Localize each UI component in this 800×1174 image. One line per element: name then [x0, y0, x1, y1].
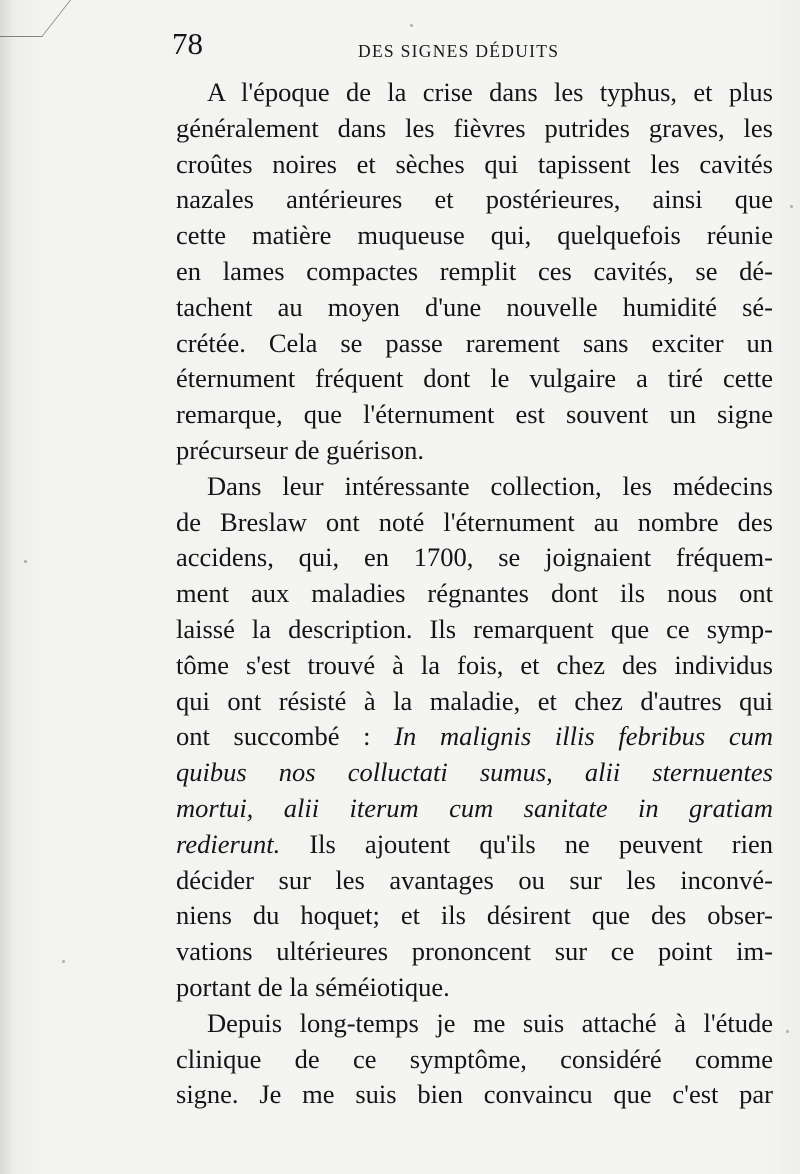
text-line: en lames compactes remplit ces cavités, se dé- [176, 255, 773, 286]
text-line: Dans leur intéressante collection, les médecins [207, 470, 773, 501]
latin-quote: quibus nos colluctati sumus, alii sternuentes [176, 757, 773, 788]
page-header [172, 26, 772, 76]
text-line: accidens, qui, en 1700, se joignaient fréquem- [176, 542, 773, 573]
text-line: tachent au moyen d'une nouvelle humidité sé- [176, 291, 773, 322]
text-line: A l'époque de la crise dans les typhus, et plus [207, 77, 773, 107]
text-line: tôme s'est trouvé à la fois, et chez des individus [176, 649, 773, 680]
text-line: généralement dans les fièvres putrides graves, les [176, 112, 773, 143]
text-line [176, 755, 773, 791]
paper-speck [410, 24, 413, 27]
text-line: crétée. Cela se passe rarement sans exciter un [176, 327, 773, 358]
text-line: précurseur de guérison. [176, 434, 424, 465]
text-line: signe. Je me suis bien convaincu que c'est par [176, 1079, 773, 1110]
text-line: éternument fréquent dont le vulgaire a tiré cette [176, 363, 773, 394]
text-line: vations ultérieures prononcent sur ce point im- [176, 936, 773, 967]
page-number: 78 [172, 26, 203, 61]
text-line: nazales antérieures et postérieures, ainsi que [176, 184, 773, 215]
text-line: clinique de ce symptôme, considéré comme [176, 1043, 773, 1074]
text-line: remarque, que l'éternument est souvent un signe [176, 399, 773, 430]
text-line: croûtes noires et sèches qui tapissent les cavités [176, 148, 773, 179]
latin-quote: In malignis illis febribus cum [394, 721, 774, 752]
running-head: DES SIGNES DÉDUITS [358, 41, 560, 61]
text-line: qui ont résisté à la maladie, et chez d'autres qui [176, 685, 773, 716]
text-line: ont succombé : In malignis illis febribus cum [176, 721, 774, 752]
text-line: portant de la séméiotique. [176, 971, 450, 1002]
paper-speck [790, 205, 793, 208]
latin-quote: redierunt. [176, 828, 281, 859]
text-line: Depuis long-temps je me suis attaché à l'étude [207, 1007, 773, 1038]
paper-speck [62, 960, 65, 963]
text-line: niens du hoquet; et ils désirent que des obser- [176, 900, 773, 931]
text-line: redierunt. Ils ajoutent qu'ils ne peuvent rien [176, 828, 773, 859]
text-line: cette matière muqueuse qui, quelquefois réunie [176, 220, 773, 251]
text-line [176, 791, 773, 827]
text-line: laissé la description. Ils remarquent que ce symp- [176, 613, 773, 644]
text-line: ment aux maladies régnantes dont ils nous ont [176, 578, 773, 609]
paper-speck [24, 560, 27, 563]
text-line: décider sur les avantages ou sur les inconvé- [176, 864, 773, 895]
text-line: de Breslaw ont noté l'éternument au nombre des [176, 506, 773, 537]
latin-quote: mortui, alii iterum cum sanitate in gratiam [176, 792, 773, 823]
paper-speck [786, 1030, 789, 1033]
body-text [176, 75, 773, 1113]
